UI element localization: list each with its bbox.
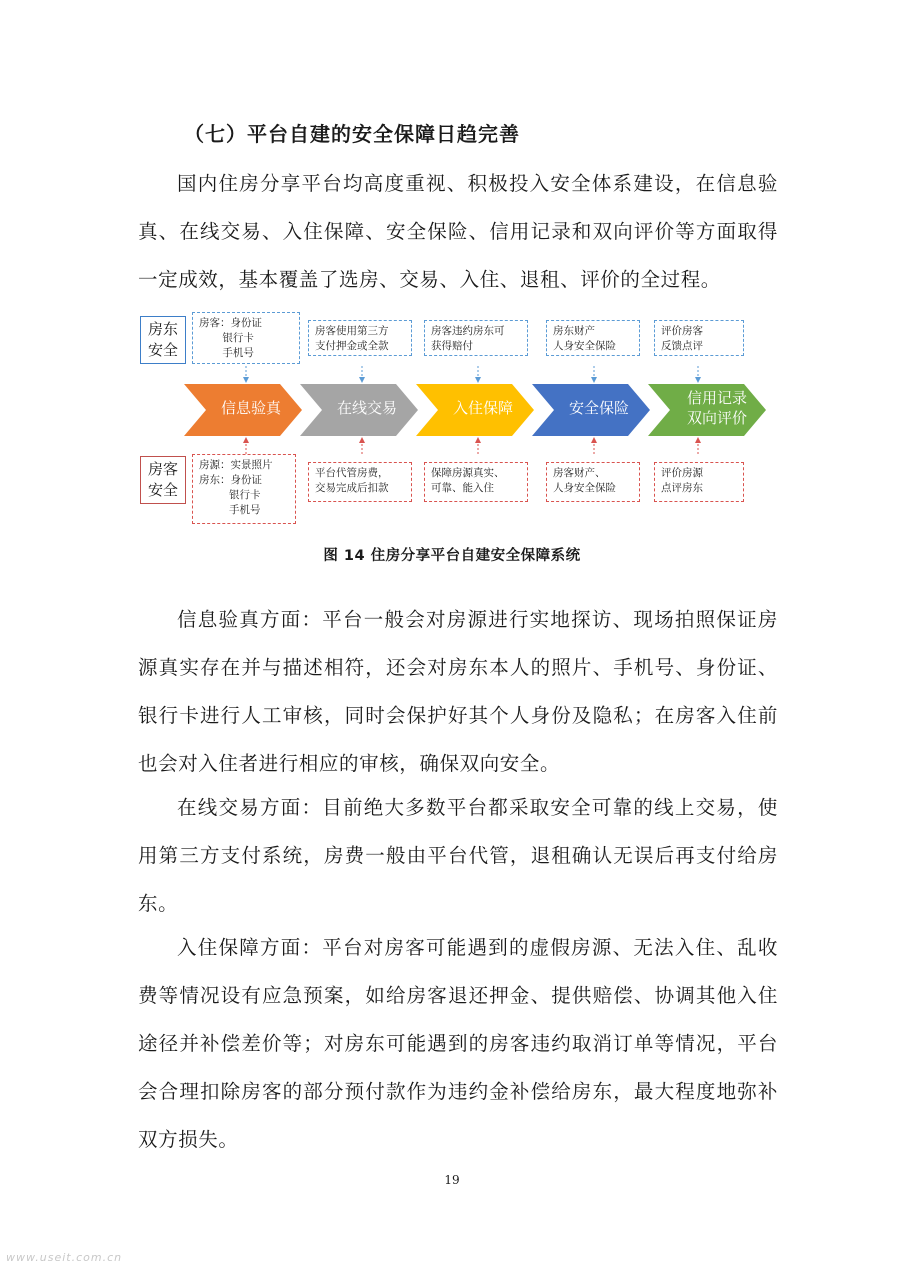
section-heading: （七）平台自建的安全保障日趋完善 (184, 122, 520, 146)
landlord-note-5: 评价房客 反馈点评 (654, 320, 744, 356)
guest-security-text: 房客 安全 (147, 460, 178, 499)
landlord-note-3: 房客违约房东可 获得赔付 (424, 320, 528, 356)
paragraph-info-verification: 信息验真方面：平台一般会对房源进行实地探访、现场拍照保证房源真实存在并与描述相符，还会对房东本人的照片、手机号、身份证、银行卡进行人工审核，同时会保护好其个人身份及隐私；在房客入住前也会对入住者进行相应的审核，确保双向安全。 (138, 608, 778, 775)
guest-note-2: 平台代管房费， 交易完成后扣款 (308, 462, 412, 502)
step-label-info-verification: 信息验真 (220, 399, 281, 417)
landlord-note-2: 房客使用第三方 支付押金或全款 (308, 320, 412, 356)
guest-note-5: 评价房源 点评房东 (654, 462, 744, 502)
guest-note-4: 房客财产、 人身安全保险 (546, 462, 640, 502)
step-label-online-trade: 在线交易 (336, 399, 397, 417)
security-diagram (138, 308, 778, 528)
figure-caption: 图 14 住房分享平台自建安全保障系统 (323, 548, 581, 564)
guest-note-1: 房源：实景照片 房东：身份证 银行卡 手机号 (192, 454, 296, 524)
paragraph-intro: 国内住房分享平台均高度重视、积极投入安全体系建设，在信息验真、在线交易、入住保障、安全保险、信用记录和双向评价等方面取得一定成效，基本覆盖了选房、交易、入住、退租、评价的全过程。 (138, 172, 778, 291)
paragraph-checkin-guarantee: 入住保障方面：平台对房客可能遇到的虚假房源、无法入住、乱收费等情况设有应急预案，如给房客退还押金、提供赔偿、协调其他入住途径并补偿差价等；对房东可能遇到的房客违约取消订单等情况，平台会合理扣除房客的部分预付款作为违约金补偿给房东，最大程度地弥补双方损失。 (138, 936, 778, 1151)
guest-security-label (140, 456, 186, 504)
landlord-security-text: 房东 安全 (147, 320, 178, 359)
step-label-safety-insurance: 安全保险 (568, 399, 629, 417)
guest-note-3: 保障房源真实、 可靠、能入住 (424, 462, 528, 502)
landlord-security-label (140, 316, 186, 364)
landlord-note-1: 房客：身份证 银行卡 手机号 (192, 312, 300, 364)
page-number: 19 (444, 1173, 460, 1187)
step-label-credit-review: 信用记录 双向评价 (686, 389, 747, 427)
paragraph-online-trade: 在线交易方面：目前绝大多数平台都采取安全可靠的线上交易，使用第三方支付系统，房费一般由平台代管，退租确认无误后再支付给房东。 (138, 796, 778, 915)
landlord-note-4: 房东财产 人身安全保险 (546, 320, 640, 356)
step-label-checkin-guarantee: 入住保障 (452, 399, 513, 417)
watermark: www.useit.com.cn (6, 1251, 123, 1264)
